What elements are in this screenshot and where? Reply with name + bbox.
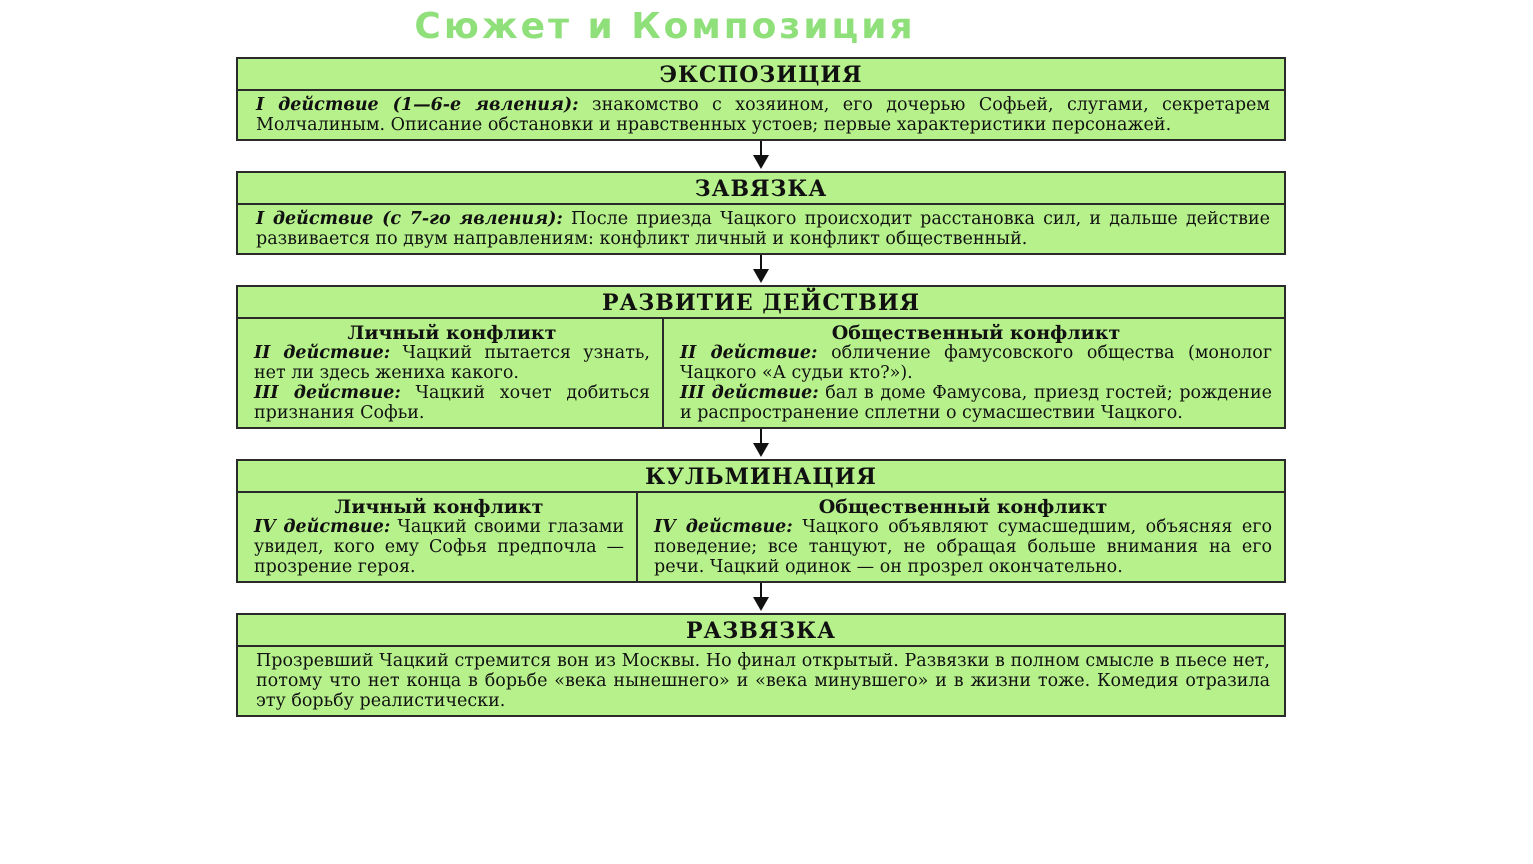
act-paragraph [254, 517, 624, 577]
stage-climax [236, 459, 1286, 583]
act-paragraph [680, 383, 1272, 423]
personal-conflict-column [238, 493, 636, 581]
down-arrow-icon [236, 141, 1286, 171]
stage-heading: РАЗВИТИЕ ДЕЙСТВИЯ [238, 287, 1284, 319]
act-label: I действие (1—6-е явления): [256, 95, 579, 115]
act-label: IV действие: [254, 517, 391, 537]
act-label: III действие: [254, 383, 401, 403]
stage-exposition [236, 57, 1286, 141]
stage-text [238, 91, 1284, 139]
stage-inciting [236, 171, 1286, 255]
stage-heading: РАЗВЯЗКА [238, 615, 1284, 647]
down-arrow-icon [236, 583, 1286, 613]
act-description: Чацкий пытается узнать, нет ли здесь жениха какого. [254, 343, 650, 383]
stage-text: Прозревший Чацкий стремится вон из Москвы. Но финал открытый. Развязки в полном смысле в пьесе нет, потому что нет конца в борьбе «века нынешнего» и «века минувшего» и в жизни тоже. Комедия отразила эту борьбу реалистически. [256, 651, 1270, 711]
act-label: I действие (с 7-го явления): [256, 209, 563, 229]
page-title: Сюжет и Композиция [414, 6, 916, 47]
act-description: Чацкого объявляют сумасшедшим, объясняя его поведение; все танцуют, не обращая больше внимания на его речи. Чацкий одинок — он прозрел окончательно. [654, 517, 1272, 577]
act-description: Чацкий своими глазами увидел, кого ему Софья предпочла — прозрение героя. [254, 517, 624, 577]
conflict-columns [238, 493, 1284, 581]
column-title: Личный конфликт [347, 322, 557, 344]
column-title: Общественный конфликт [818, 496, 1108, 518]
act-label: II действие: [680, 343, 818, 363]
stage-resolution [236, 613, 1286, 717]
act-paragraph [680, 343, 1272, 383]
stage-heading: КУЛЬМИНАЦИЯ [238, 461, 1284, 493]
act-description: знакомство с хозяином, его дочерью Софьей, слугами, секретарем Молчалиным. Описание обстановки и нравственных устоев; первые характеристики персонажей. [256, 95, 1270, 135]
personal-conflict-column [238, 319, 662, 427]
act-paragraph [254, 383, 650, 423]
act-label: II действие: [254, 343, 391, 363]
stage-development [236, 285, 1286, 429]
stage-heading: ЗАВЯЗКА [238, 173, 1284, 205]
act-label: III действие: [680, 383, 819, 403]
act-label: IV действие: [654, 517, 793, 537]
composition-diagram [236, 57, 1286, 717]
conflict-columns [238, 319, 1284, 427]
down-arrow-icon [236, 255, 1286, 285]
social-conflict-column [662, 319, 1284, 427]
column-title: Личный конфликт [334, 496, 544, 518]
column-title: Общественный конфликт [831, 322, 1121, 344]
stage-text [238, 205, 1284, 253]
act-description: После приезда Чацкого происходит расстановка сил, и дальше действие развивается по двум направлениям: конфликт личный и конфликт общественный. [256, 209, 1270, 249]
act-paragraph [654, 517, 1272, 577]
act-paragraph [254, 343, 650, 383]
social-conflict-column [636, 493, 1284, 581]
down-arrow-icon [236, 429, 1286, 459]
act-description: бал в доме Фамусова, приезд гостей; рождение и распространение сплетни о сумасшествии Чацкого. [680, 383, 1272, 423]
act-description: Чацкий хочет добиться признания Софьи. [254, 383, 650, 423]
act-description: обличение фамусовского общества (монолог Чацкого «А судьи кто?»). [680, 343, 1272, 383]
stage-heading: ЭКСПОЗИЦИЯ [238, 59, 1284, 91]
